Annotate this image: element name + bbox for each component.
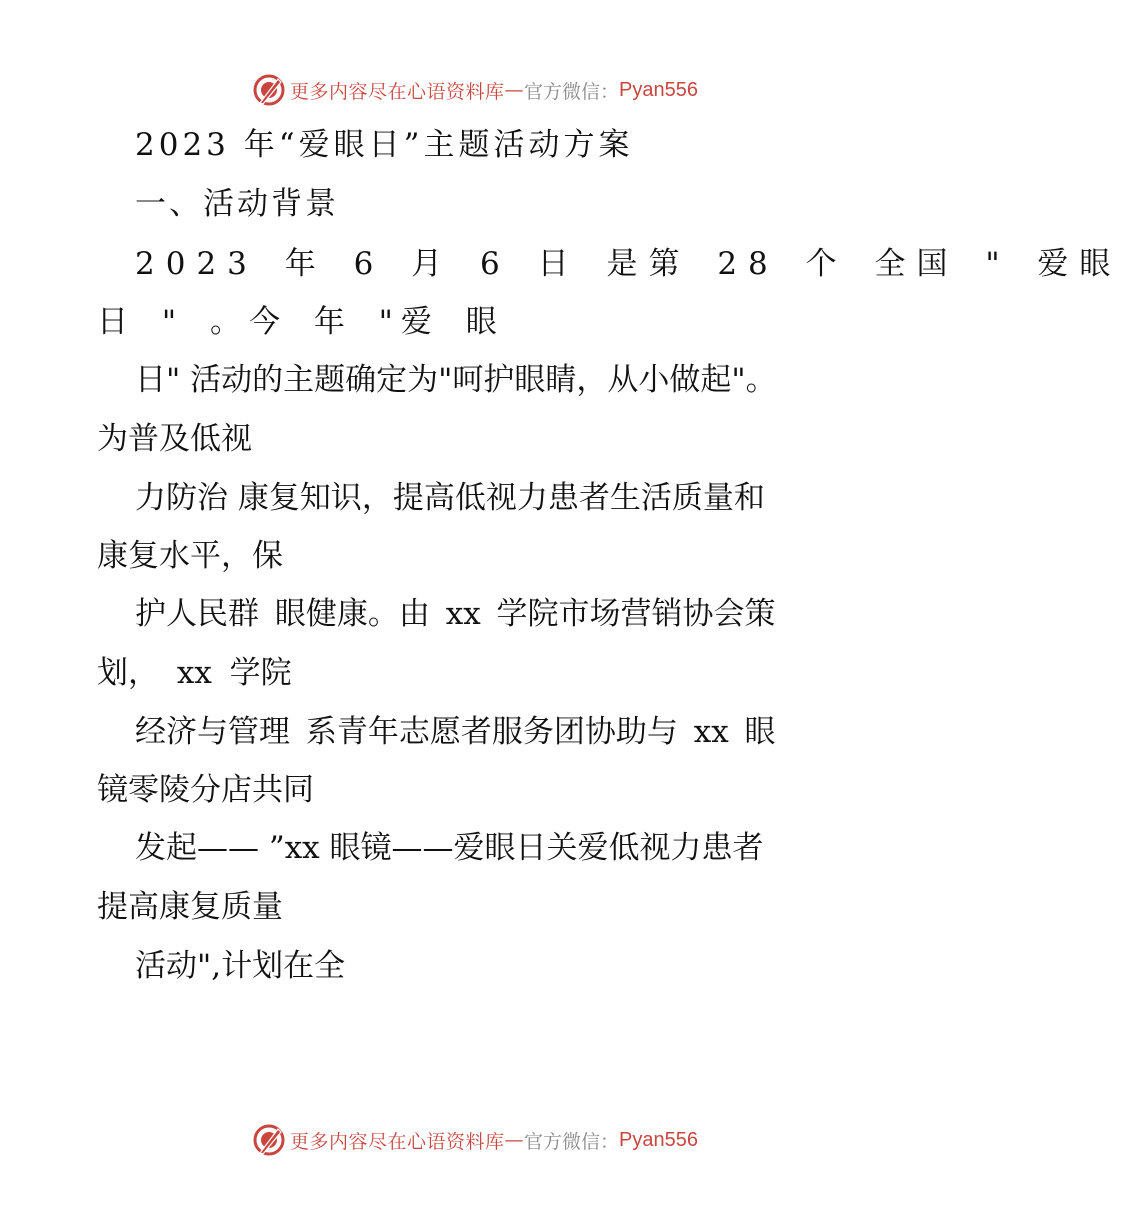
footer-watermark-banner [0, 1120, 950, 1160]
banner-wechat-id: Pyan556 [619, 1128, 698, 1151]
banner-dash: — [504, 1129, 525, 1151]
paragraph-line: 划， xx 学院 [97, 655, 292, 691]
document-title: 2023 年“爱眼日”主题活动方案 [135, 127, 634, 163]
paragraph-line: 镜零陵分店共同 [97, 772, 314, 808]
paragraph-line: 力防治 康复知识，提高低视力患者生活质量和 [135, 480, 765, 516]
banner-dash: — [504, 79, 525, 101]
banner-wechat-label: 官方微信： [524, 80, 620, 103]
banner-text: 更多内容尽在心语资料库 [290, 1130, 505, 1153]
paragraph-line: 活动",计划在全 [135, 948, 346, 984]
banner-text: 更多内容尽在心语资料库 [290, 80, 505, 103]
paragraph-line: 日" 活动的主题确定为"呵护眼睛，从小做起"。 [135, 362, 777, 398]
banner-wechat-id: Pyan556 [619, 78, 698, 101]
section-heading: 一、活动背景 [135, 186, 339, 222]
paragraph-line: 经济与管理 系青年志愿者服务团协助与 xx 眼 [135, 714, 776, 750]
paragraph-line: 发起—— ”xx 眼镜——爱眼日关爱低视力患者 [135, 830, 764, 866]
paragraph-line: 2023 年 6 月 6 日 是第 28 个 全国 " 爱眼 [135, 246, 1121, 282]
header-watermark-banner [0, 70, 950, 110]
paragraph-line: 为普及低视 [97, 421, 252, 457]
paragraph-line: 康复水平，保 [97, 538, 283, 574]
quill-logo-icon [252, 1123, 286, 1157]
paragraph-line: 日 " 。今 年 "爱 眼 [97, 304, 505, 340]
paragraph-line: 护人民群 眼健康。由 xx 学院市场营销协会策 [135, 596, 776, 632]
quill-logo-icon [252, 73, 286, 107]
paragraph-line: 提高康复质量 [97, 889, 283, 925]
banner-wechat-label: 官方微信： [524, 1130, 620, 1153]
